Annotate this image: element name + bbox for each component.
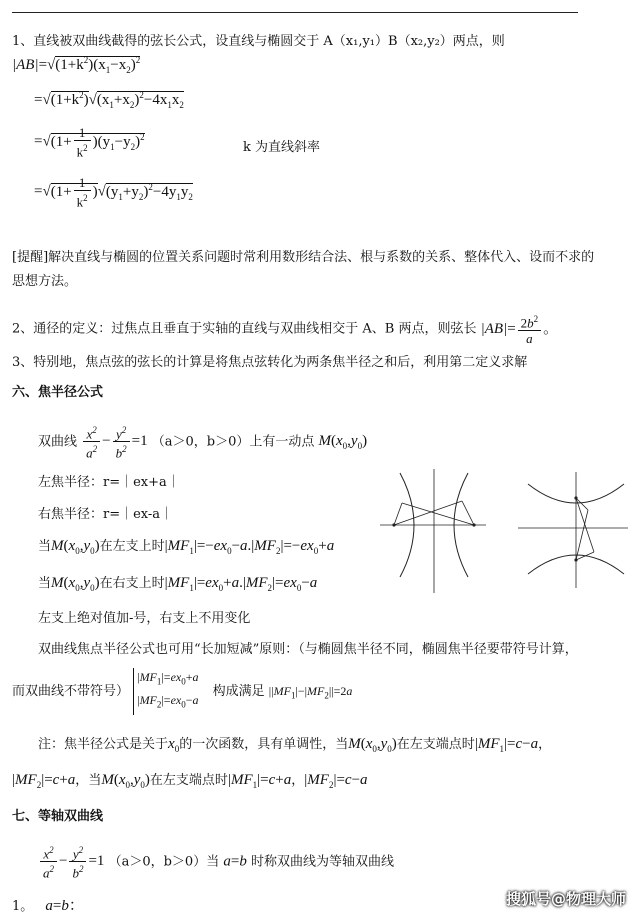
principle-text: 双曲线焦点半径公式也可用“长加短减”原则：（与椭圆焦半径不同，椭圆焦半径要带符号计算， — [38, 642, 578, 657]
focal-line-4 — [462, 501, 474, 525]
section-7-item-1-num: 1。 — [12, 899, 34, 914]
hyperbola-prefix: 双曲线 — [38, 434, 78, 450]
watermark-logo: 搜狐号@物理大师 — [505, 890, 626, 908]
note-part-a: 注：焦半径公式是关于 — [38, 737, 169, 752]
focus-f1-point — [392, 523, 395, 526]
focal-line-4 — [576, 552, 594, 560]
focal-line-1 — [402, 503, 474, 525]
left-focal-radius: 左焦半径：r=｜ex+a｜ — [38, 475, 180, 490]
equilateral-hyperbola-line: $\frac{x^2}{a^2}$ − $\frac{y^2}{b^2}$ =1 （a＞0，b＞0）当 a=b 时称双曲线为等轴双曲线 — [38, 843, 394, 881]
chord-formula-line-3: =√(1+ $\frac{1}{k^2}$ )$(y_1-y_2)^2$ — [34, 125, 145, 160]
constitute-label: 构成满足 — [212, 683, 265, 699]
right-focal-radius: 右焦半径：r=｜ex-a｜ — [38, 507, 174, 522]
focal-line-3 — [394, 503, 402, 525]
hyperbola-equation-line: 双曲线 $\frac{x^2}{a^2}$ − $\frac{y^2}{b^2}$ =1 （a＞0，b＞0）上有一动点 $M(x_0,y_0)$ — [38, 425, 368, 461]
vertical-hyperbola-figure — [516, 470, 632, 590]
right-branch-label: 在右支上时 — [99, 575, 165, 590]
when-label-2: 当 — [38, 575, 52, 590]
note-line-2: $|MF_2|=c+a$，当$M(x_0,y_0)$在左支端点时$|MF_1|=c+a$，$|MF_2|=c-a$ — [12, 772, 368, 790]
horizontal-hyperbola-figure — [378, 465, 490, 595]
header-rule — [12, 12, 578, 13]
section-7-item-1: 1。 a=b： — [12, 898, 84, 914]
chord-formula-line-4: =√(1+ $\frac{1}{k^2}$ )$√(y_1+y_2)^2-4y_1y_2$ — [34, 175, 193, 210]
left-branch-label: 在左支上时 — [99, 538, 165, 553]
focus-f1-point — [574, 558, 577, 561]
chord-formula-line-1: $|AB|=√(1+k^2)(x_1-x_2)^2$ — [12, 55, 141, 75]
equilateral-cond: （a＞0，b＞0）当 — [108, 854, 220, 870]
when-label-1: 当 — [38, 538, 52, 553]
note-part-c: 在左支端点时 — [396, 737, 475, 752]
hyperbola-condition: （a＞0，b＞0）上有一动点 — [151, 434, 315, 450]
sign-note: 左支上绝对值加-号，右支上不用变化 — [38, 611, 251, 626]
hint-paragraph: [提醒]解决直线与椭圆的位置关系问题时常利用数形结合法、根与系数的关系、整体代入、设而不求的思想方法。 — [12, 250, 595, 289]
item-1-text: 1、直线被双曲线截得的弦长公式，设直线与椭圆交于 A（x₁,y₁）B（x₂,y₂）两点，则 — [12, 34, 505, 49]
chord-formula-line-2: $=√(1+k^2)√(x_1+x_2)^2-4x_1x_2$ — [34, 90, 184, 110]
principle-tail: 而双曲线不带符号） — [12, 683, 130, 699]
when-label-3: 当 — [88, 773, 102, 788]
focus-f2-point — [472, 523, 475, 526]
principle-formula-line: 而双曲线不带符号） $|MF_1|=ex_0+a$ $|MF_2|=ex_0-a$ 构成满足 $||MF_1|-|MF_2||=2a$ — [12, 668, 352, 715]
right-branch-formula: 当$M(x_0,y_0)$在右支上时$|MF_1|=ex_0+a.|MF_2|=ex_0-a$ — [38, 575, 318, 593]
item-2-text: 2、通径的定义：过焦点且垂直于实轴的直线与双曲线相交于 A、B 两点，则弦长 |AB|= $\frac{2b^2}{a}$ 。 — [12, 314, 559, 347]
section-7-title: 七、等轴双曲线 — [12, 809, 104, 824]
slope-note: k 为直线斜率 — [243, 140, 321, 155]
item-2-label: 2、通径的定义：过焦点且垂直于实轴的直线与双曲线相交于 A、B 两点，则弦长 — [12, 321, 477, 337]
focal-line-2 — [576, 498, 594, 552]
focus-f2-point — [574, 496, 577, 499]
equilateral-desc: 时称双曲线为等轴双曲线 — [250, 854, 394, 870]
focal-line-2 — [394, 501, 462, 525]
section-6-title: 六、焦半径公式 — [12, 385, 104, 400]
note-part-b: 的一次函数，具有单调性，当 — [179, 737, 349, 752]
left-branch-formula: 当$M(x_0,y_0)$在左支上时$|MF_1|=-ex_0-a.|MF_2|=-ex_0+a$ — [38, 538, 335, 556]
note-part-d: 在左支端点时 — [149, 773, 228, 788]
item-3-text: 3、特别地，焦点弦的弦长的计算是将焦点弦转化为两条焦半径之和后，利用第二定义求解 — [12, 355, 528, 370]
note-line-1: 注：焦半径公式是关于$x_0$的一次函数，具有单调性，当$M(x_0,y_0)$在左支端点时$|MF_1|=c-a$， — [38, 736, 552, 754]
focal-line-3 — [576, 510, 588, 560]
focal-radius-system: $|MF_1|=ex_0+a$ $|MF_2|=ex_0-a$ — [133, 668, 198, 715]
